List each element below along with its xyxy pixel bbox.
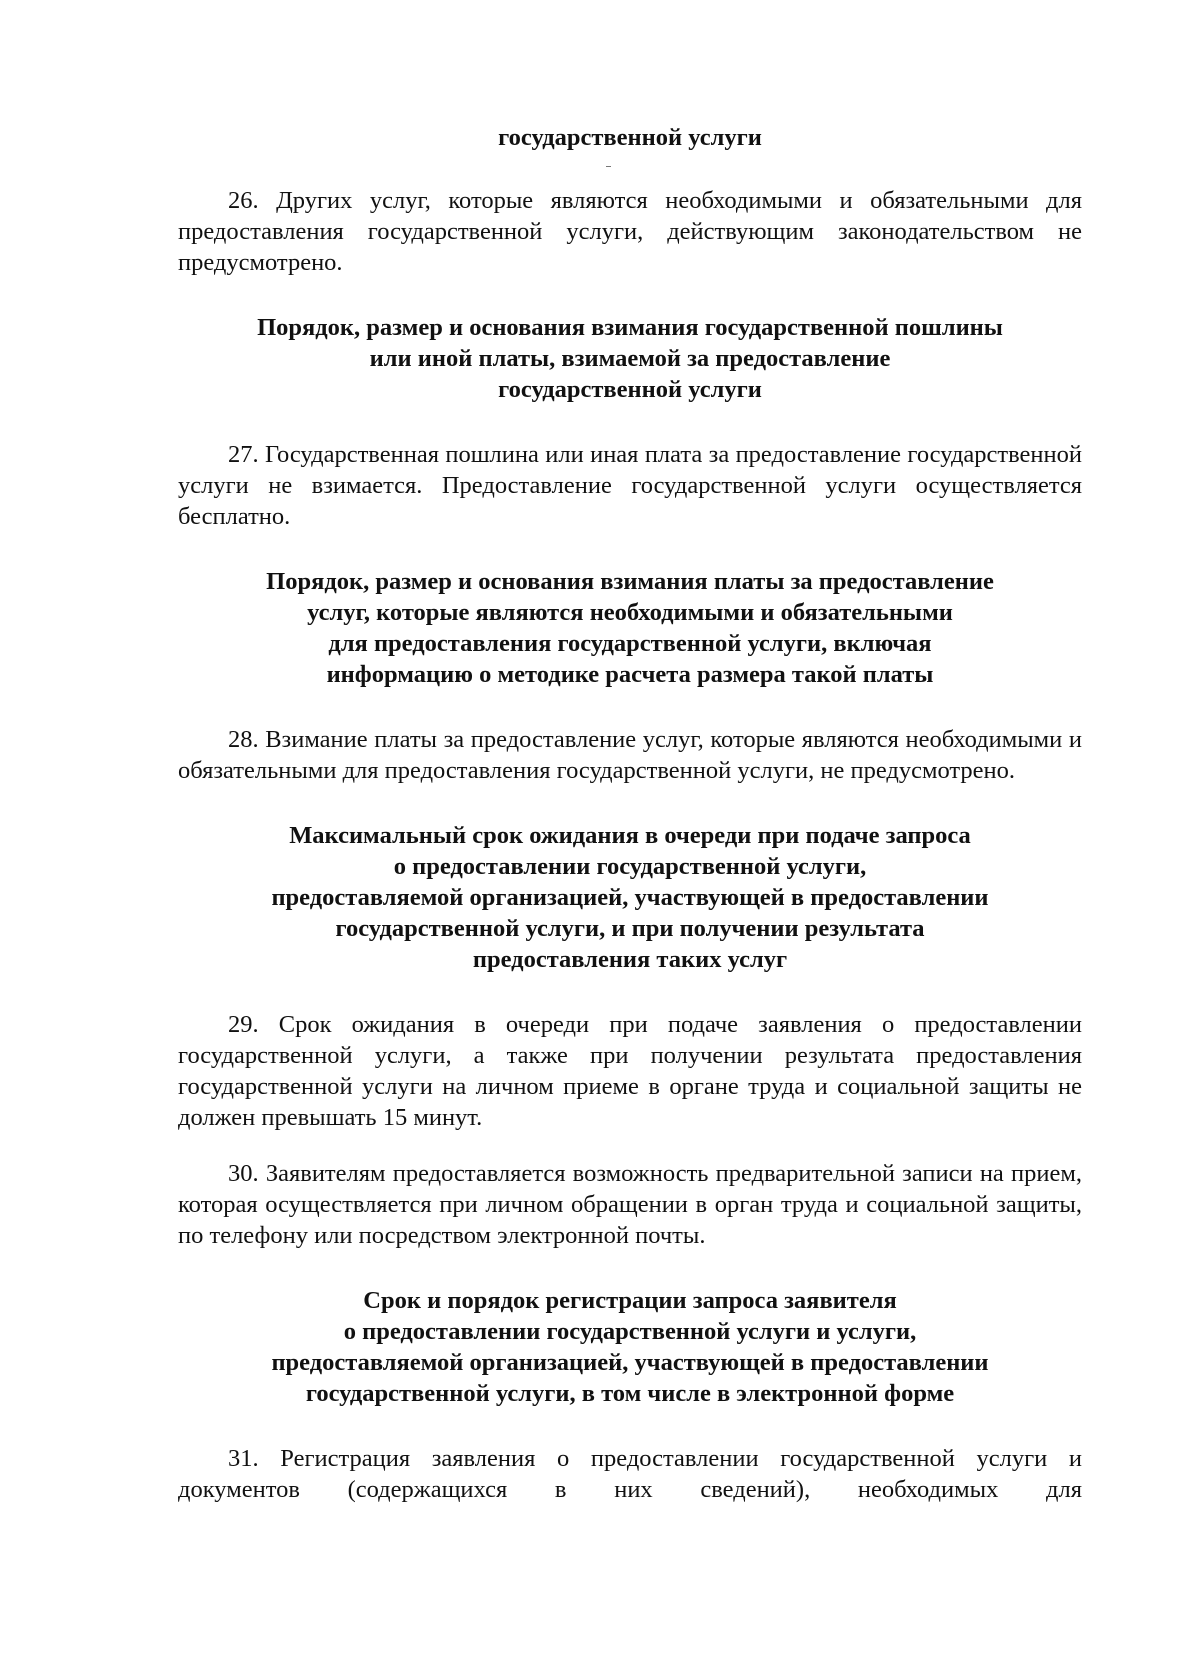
top-heading: государственной услуги [498,124,762,151]
heading-line: государственной услуги, в том числе в электронной форме [305,1380,955,1407]
heading-line: или иной платы, взимаемой за предоставление [369,345,891,372]
heading-line: услуг, которые являются необходимыми и обязательными [307,599,953,626]
heading-line: предоставляемой организацией, участвующей в предоставлении [271,884,989,911]
heading-line: предоставляемой организацией, участвующей в предоставлении [271,1349,989,1376]
section-heading-fee [178,312,1082,405]
section-heading-payment-method [178,566,1082,690]
heading-line: Порядок, размер и основания взимания платы за предоставление [266,568,994,595]
section-heading-waiting-time [178,820,1082,975]
scan-speck [606,166,611,167]
heading-line: для предоставления государственной услуги, включая [328,630,932,657]
heading-line: информацию о методике расчета размера такой платы [326,661,934,688]
paragraph-30: 30. Заявителям предоставляется возможность предварительной записи на прием, которая осуществляется при личном обращении в орган труда и социальной защиты, по телефону или посредством электронной почты. [178,1160,1082,1249]
paragraph-27: 27. Государственная пошлина или иная плата за предоставление государственной услуги не взимается. Предоставление государственной услуги осуществляется бесплатно. [178,441,1082,530]
heading-line: Максимальный срок ожидания в очереди при подаче запроса [289,822,971,849]
heading-line: предоставления таких услуг [472,946,788,973]
paragraph-29: 29. Срок ожидания в очереди при подаче заявления о предоставлении государственной услуги, а также при получении результата предоставления государственной услуги на личном приеме в органе труда и социальной защиты не должен превышать 15 минут. [178,1011,1082,1131]
heading-line: о предоставлении государственной услуги, [393,853,867,880]
section-heading-registration [178,1285,1082,1409]
heading-line: государственной услуги, и при получении результата [335,915,925,942]
heading-line: государственной услуги [498,376,762,403]
heading-line: о предоставлении государственной услуги и услуги, [343,1318,917,1345]
heading-line: Срок и порядок регистрации запроса заявителя [363,1287,897,1314]
paragraph-28: 28. Взимание платы за предоставление услуг, которые являются необходимыми и обязательными для предоставления государственной услуги, не предусмотрено. [178,726,1082,784]
paragraph-31: 31. Регистрация заявления о предоставлении государственной услуги и документов (содержащихся в них сведений), необходимых для [178,1445,1082,1503]
paragraph-26: 26. Других услуг, которые являются необходимыми и обязательными для предоставления государственной услуги, действующим законодательством не предусмотрено. [178,187,1082,276]
heading-line: Порядок, размер и основания взимания государственной пошлины [257,314,1003,341]
